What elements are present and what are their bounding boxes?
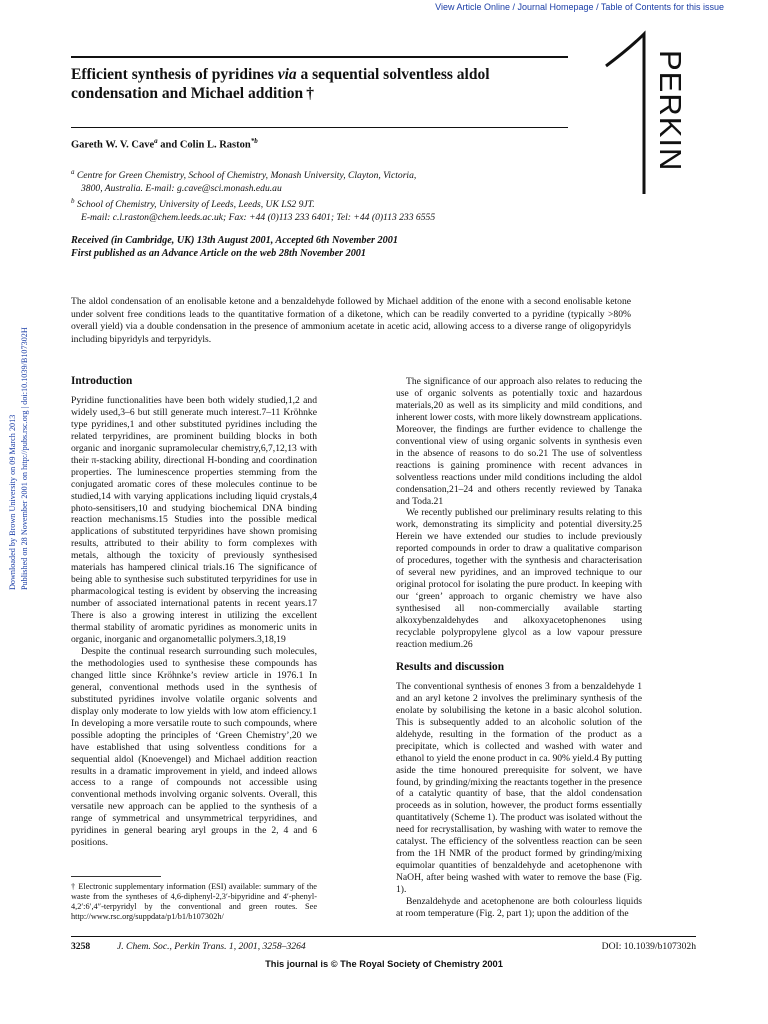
- results-paragraph-2: Benzaldehyde and acetophenone are both colourless liquids at room temperature (Fig. 2, part 1); upon the addition of the: [396, 896, 642, 919]
- received-date: Received (in Cambridge, UK) 13th August 2001, Accepted 6th November 2001: [71, 235, 398, 246]
- esi-footnote: † Electronic supplementary information (ESI) available: summary of the waste from the syntheses of 4,6-diphenyl-2,3′-bipyridine and 4′-phenyl-4,2′:6′,4″-terpyridyl by the conventional and green routes. See http://www.rsc.org/suppdata/p1/b1/b107302h/: [71, 882, 317, 922]
- intro-paragraph-2: Despite the continual research surrounding such molecules, the methodologies used to synthesise these compounds has changed little since Kröhnke’s review article in 1976.1 In general, conventional methods used in the synthesis of substituted pyridines involve volatile organic solvents and display only moderate to low yields with low atom efficiency.1 In developing a more versatile route to such compounds, where possible adopting the principles of ‘Green Chemistry’,20 we have established that using solventless conditions for a sequential aldol (Knoevengel) and Michael addition reaction results in a dramatic improvement in yield, and indeed allows access to a range of compounds not accessible using conventional methods involving organic solvents. Overall, this versatile new approach can be applied to the synthesis of a range of symmetrical and unsymmetrical terpyridines, and pyridines in general bearing aryl groups in the 2, 4 and 6 positions.: [71, 645, 317, 849]
- author-sup: *b: [250, 137, 258, 145]
- link-separator: /: [510, 2, 518, 12]
- title-bottom-rule: [71, 127, 568, 128]
- abstract: The aldol condensation of an enolisable ketone and a benzaldehyde followed by Michael addition of the enone with a second enolisable ketone under solvent free conditions leads to the quantitative formation of a diketone, which can be readily converted to a pyridine (typically >80% overall yield) via a double condensation in the presence of ammonium acetate in acetic acid, allowing access to a diverse range of oligopyridyls including bipyridyls and terpyridyls.: [71, 296, 631, 345]
- affiliation-a-cont: 3800, Australia. E-mail: g.cave@sci.monash.edu.au: [81, 182, 282, 194]
- affil-sup: a: [71, 168, 75, 176]
- right-column: [396, 376, 642, 920]
- affiliation-b: [71, 195, 591, 212]
- affiliation-a: [71, 166, 591, 183]
- affil-text: School of Chemistry, University of Leeds, Leeds, UK LS2 9JT.: [74, 199, 315, 211]
- intro-paragraph-1: Pyridine functionalities have been both widely studied,1,2 and widely used,3–6 but still generate much interest.7–11 Kröhnke type pyridines,1 and other substituted pyridines including the related terpyridines, are prominent building blocks in both organic and inorganic supramolecular chemistry,6,7,12,13 with their π-stacking ability, directional H-bonding and coordination properties. The luminescence properties stemming from the conjugated aromatic cores of these molecules continue to be studied,14 with varying applications including liquid crystals,4 photo-sensitisers,10 and studying biochemical DNA binding reaction mechanisms.15 Studies into the possible medical applications of substituted terpyridines have shown promising results, attributed to their ability to form complexes with metals, although the toxicity of previously synthesised materials has hampered clinical trials.16 The significance of being able to synthesise such substituted terpyridines for use in pharmacological testing is evident by observing the increasing number of associated international patents in recent years.17 There is also a growing interest in utilizing the excellent thermal stability of aromatic pyridines as monomeric units in organic, inorganic and organometallic polymers.3,18,19: [71, 394, 317, 646]
- title-part: a sequential solventless aldol: [296, 66, 490, 83]
- perkin-logo-word: PERKIN: [653, 50, 688, 172]
- introduction-heading: Introduction: [71, 375, 133, 387]
- published-notice[interactable]: Published on 28 November 2001 on http://pubs.rsc.org | doi:10.1039/B107302H: [20, 327, 29, 590]
- journal-citation: J. Chem. Soc., Perkin Trans. 1, 2001, 3258–3264: [117, 941, 306, 952]
- left-column: [71, 376, 317, 849]
- results-heading: Results and discussion: [396, 660, 504, 673]
- doi: DOI: 10.1039/b107302h: [601, 941, 696, 952]
- copyright-notice: This journal is © The Royal Society of Chemistry 2001: [265, 959, 503, 969]
- author-line: [71, 137, 258, 151]
- page-number: 3258: [71, 941, 91, 952]
- view-article-online-link[interactable]: View Article Online: [435, 2, 510, 12]
- top-links-bar: [435, 2, 724, 12]
- article-dates: [71, 235, 631, 260]
- right-paragraph-2: We recently published our preliminary results relating to this work, demonstrating its simplicity and potential diversity.25 Herein we have extended our studies to include previously reported compounds in order to draw a qualitative comparison of procedures, together with the synthesis and characterisation of several new pyridines, and an improved technique to our original protocol for isolating the pure product. In keeping with our ‘green’ approach to organic chemistry we have also synthesised all non-commercially available starting alkoxybenzaldehydes and alkoxyacetophenones using recyclable polypropylene glycol as a low vapour pressure reaction medium.26: [396, 507, 642, 650]
- affiliations: [71, 166, 591, 224]
- title-top-rule: [71, 56, 568, 58]
- download-sidebar: [8, 280, 40, 590]
- article-title: [71, 65, 591, 103]
- title-part: Efficient synthesis of pyridines: [71, 66, 278, 83]
- author-and: and: [157, 139, 180, 151]
- affil-text: Centre for Green Chemistry, School of Chemistry, Monash University, Clayton, Victoria,: [74, 170, 417, 182]
- results-paragraph-1: The conventional synthesis of enones 3 from a benzaldehyde 1 and an aryl ketone 2 involves the preliminary synthesis of the enolate by solubilising the ketone in a basic alcohol solution. This is subsequently added to an alcoholic solution of the aldehyde, resulting in the formation of the product as a precipitate, which is collected and washed with water and ethanol to yield the enone product in ca. 90% yield.4 By putting aside the time honoured prerequisite for solvent, we have found, by grinding/mixing the reactants together in the presence of a catalytic quantity of base, that the aldol condensation proceeds as in solution, however, the product forms essentially quantitatively (Scheme 1). The product was isolated without the need for recrystallisation, by washing with water to remove the catalyst. The efficiency of the solventless reaction can be seen from the 1H NMR of the product formed by grinding/mixing equimolar quantities of benzaldehyde and acetophenone with NaOH, after being washed with water to remove the base (Fig. 1).: [396, 680, 642, 896]
- right-paragraph-1: The significance of our approach also relates to reducing the use of organic solvents as potentially toxic and hazardous materials,20 as well as its simplicity and mild conditions, and inherent lower costs, with more likely downstream applications. Moreover, the findings are further evidence to challenge the conventional view of using organic solvents in synthesis even in the absence of reasons to do so.21 The use of solventless reactions is gaining prominence with recent advances in solventless reactions under mild conditions including the aldol condensation,21–24 and others recently reviewed by Tanaka and Toda.21: [396, 376, 642, 507]
- affil-sup: b: [71, 197, 75, 205]
- journal-homepage-link[interactable]: Journal Homepage: [517, 2, 594, 12]
- footer-rule: [71, 936, 696, 937]
- table-of-contents-link[interactable]: Table of Contents for this issue: [600, 2, 724, 12]
- first-published-date: First published as an Advance Article on the web 28th November 2001: [71, 247, 366, 259]
- author-sup: a: [154, 137, 158, 145]
- title-emphasis: via: [277, 66, 297, 83]
- title-line-2: condensation and Michael addition †: [71, 85, 314, 102]
- footnote-rule: [71, 876, 161, 877]
- link-separator: /: [593, 2, 601, 12]
- author-cave: Gareth W. V. Cave: [71, 139, 155, 151]
- author-raston: Colin L. Raston: [179, 139, 251, 151]
- affiliation-b-cont: E-mail: c.l.raston@chem.leeds.ac.uk; Fax: +44 (0)113 233 6401; Tel: +44 (0)113 233 6555: [81, 211, 436, 223]
- downloaded-notice[interactable]: Downloaded by Brown University on 09 March 2013: [8, 414, 17, 590]
